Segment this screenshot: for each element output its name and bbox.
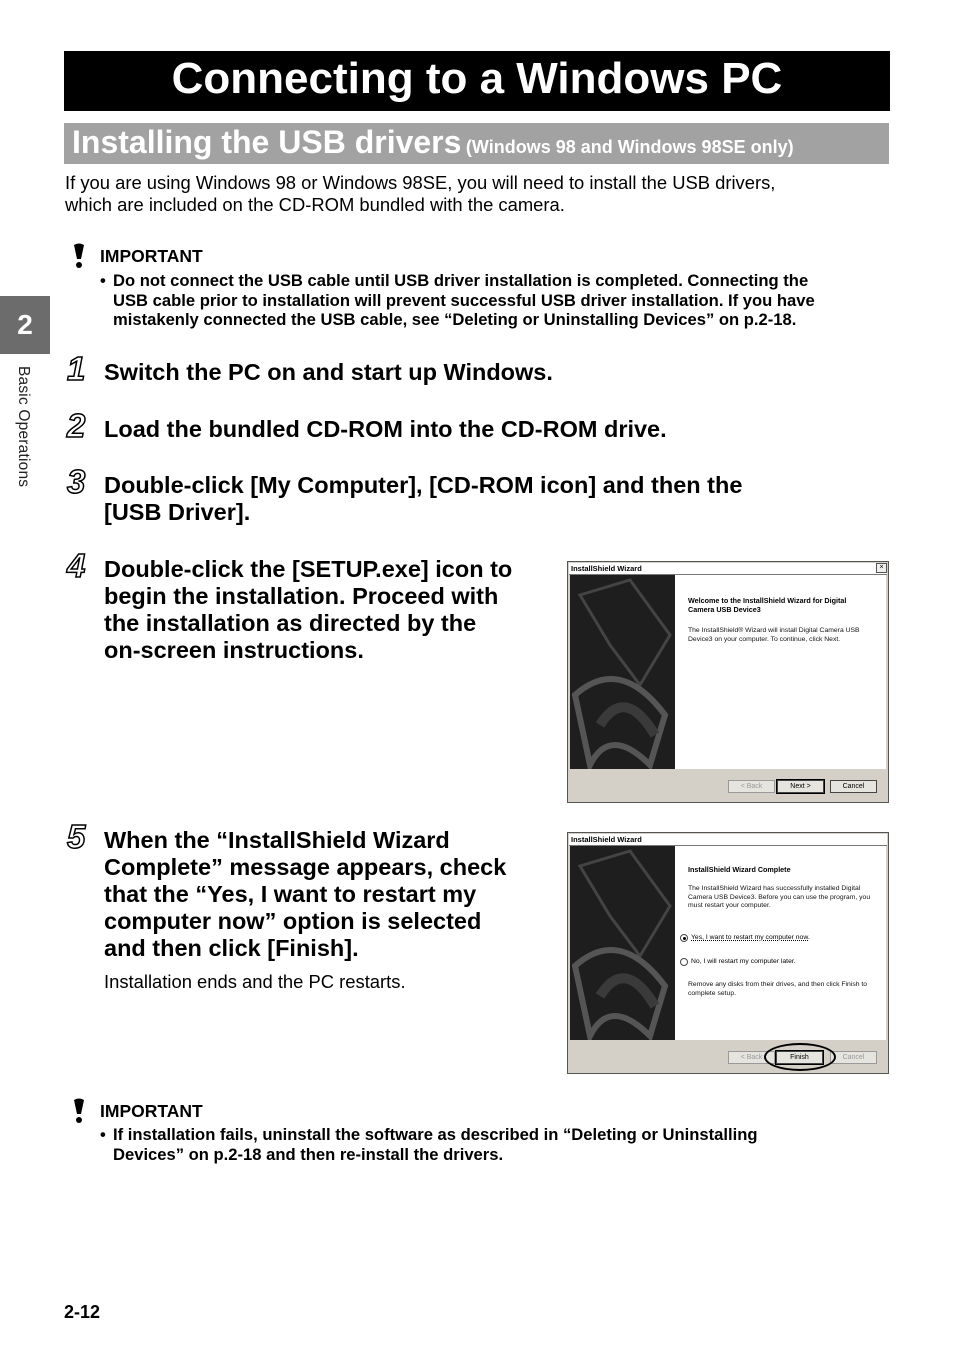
important-title: IMPORTANT	[100, 1101, 203, 1121]
next-button[interactable]: Next >	[777, 780, 824, 793]
wizard-banner-image	[570, 846, 675, 1040]
section-heading-note: (Windows 98 and Windows 98SE only)	[465, 137, 794, 157]
radio-restart-later-label[interactable]: No, I will restart my computer later.	[691, 958, 796, 965]
step-number: 4	[67, 547, 86, 584]
radio-restart-later[interactable]	[680, 958, 688, 966]
wizard-body-line: The InstallShield Wizard has successfully installed Digital	[688, 885, 861, 892]
wizard-body	[688, 627, 878, 644]
close-icon[interactable]: ×	[876, 563, 887, 573]
step-line: Double-click [My Computer], [CD-ROM icon] and then the	[104, 472, 743, 498]
cancel-button[interactable]: Cancel	[830, 1051, 877, 1064]
intro-line: which are included on the CD-ROM bundled with the camera.	[65, 194, 565, 215]
wizard-complete-screenshot	[567, 832, 889, 1074]
window-title: InstallShield Wizard	[569, 834, 887, 846]
wizard-heading	[688, 596, 846, 614]
bullet-dot: •	[100, 271, 106, 290]
radio-restart-now-label[interactable]: Yes, I want to restart my computer now.	[691, 934, 810, 941]
step-number: 3	[67, 463, 86, 500]
important-line: Do not connect the USB cable until USB driver installation is completed. Connecting the	[113, 271, 809, 290]
section-heading-main: Installing the USB drivers	[72, 124, 462, 160]
wizard-content-panel	[675, 575, 886, 769]
page-number: 2-12	[64, 1302, 101, 1322]
intro-paragraph	[65, 172, 895, 216]
important-line: mistakenly connected the USB cable, see “Deleting or Uninstalling Devices” on p.2-18.	[113, 310, 797, 329]
wizard-welcome-screenshot	[567, 561, 889, 803]
exclamation-icon	[72, 1098, 86, 1124]
wizard-heading: InstallShield Wizard Complete	[688, 865, 791, 874]
wizard-body-line: Camera USB Device3. Before you can use the program, you	[688, 893, 871, 901]
radio-restart-now[interactable]	[680, 934, 688, 942]
exclamation-icon	[72, 243, 86, 269]
installshield-artwork	[570, 846, 675, 1040]
wizard-body-line: Remove any disks from their drives, and then click Finish to	[688, 981, 868, 988]
back-button[interactable]: < Back	[728, 1051, 775, 1064]
step-line: Complete” message appears, check	[104, 854, 507, 880]
step-line: the installation as directed by the	[104, 610, 477, 636]
step-line: that the “Yes, I want to restart my	[104, 881, 477, 907]
page-title: Connecting to a Windows PC	[64, 51, 890, 111]
wizard-body-line: Device3 on your computer. To continue, click Next.	[688, 635, 841, 643]
finish-button[interactable]: Finish	[776, 1051, 823, 1064]
wizard-banner-image	[570, 575, 675, 769]
step-text	[104, 416, 667, 443]
wizard-heading-line: Welcome to the InstallShield Wizard for Digital	[688, 596, 847, 605]
important-title: IMPORTANT	[100, 246, 203, 266]
intro-line: If you are using Windows 98 or Windows 98SE, you will need to install the USB drivers,	[65, 172, 776, 193]
wizard-body	[688, 885, 878, 911]
important-line: Devices” on p.2-18 and then re-install the drivers.	[113, 1144, 504, 1164]
step-text	[104, 359, 553, 386]
back-button[interactable]: < Back	[728, 780, 775, 793]
step-line: Switch the PC on and start up Windows.	[104, 359, 553, 385]
step-line: Load the bundled CD-ROM into the CD-ROM drive.	[104, 416, 667, 442]
window-title: InstallShield Wizard	[569, 563, 887, 575]
important-bullet	[100, 1125, 900, 1167]
step-number: 2	[67, 407, 86, 444]
step-text	[104, 472, 742, 526]
step-number: 1	[67, 350, 86, 387]
step-line: When the “InstallShield Wizard	[104, 827, 450, 853]
step-text	[104, 827, 559, 962]
cancel-button[interactable]: Cancel	[830, 780, 877, 793]
wizard-heading-line: Camera USB Device3	[688, 605, 761, 614]
section-heading	[64, 123, 889, 164]
installshield-artwork	[570, 575, 675, 769]
step-line: begin the installation. Proceed with	[104, 583, 499, 609]
wizard-body-line: must restart your computer.	[688, 902, 771, 909]
wizard-body-line: complete setup.	[688, 989, 736, 997]
step-number: 5	[67, 818, 86, 855]
important-bullet	[100, 271, 900, 331]
step-line: Double-click the [SETUP.exe] icon to	[104, 556, 513, 582]
step-note: Installation ends and the PC restarts.	[104, 971, 406, 992]
bullet-dot: •	[100, 1125, 106, 1144]
step-text	[104, 556, 559, 664]
important-line: USB cable prior to installation will prevent successful USB driver installation. If you have	[113, 290, 815, 310]
step-line: and then click [Finish].	[104, 935, 359, 961]
step-line: computer now” option is selected	[104, 908, 482, 934]
wizard-remove-note	[688, 981, 878, 998]
step-line: on-screen instructions.	[104, 637, 364, 663]
chapter-label: Basic Operations	[15, 366, 32, 488]
finish-highlight-circle	[764, 1043, 836, 1071]
wizard-body-line: The InstallShield® Wizard will install Digital Camera USB	[688, 627, 860, 634]
step-line: [USB Driver].	[104, 499, 251, 525]
important-line: If installation fails, uninstall the software as described in “Deleting or Uninstalling	[113, 1125, 758, 1144]
chapter-tab: 2	[0, 296, 50, 354]
wizard-content-panel	[675, 846, 886, 1040]
